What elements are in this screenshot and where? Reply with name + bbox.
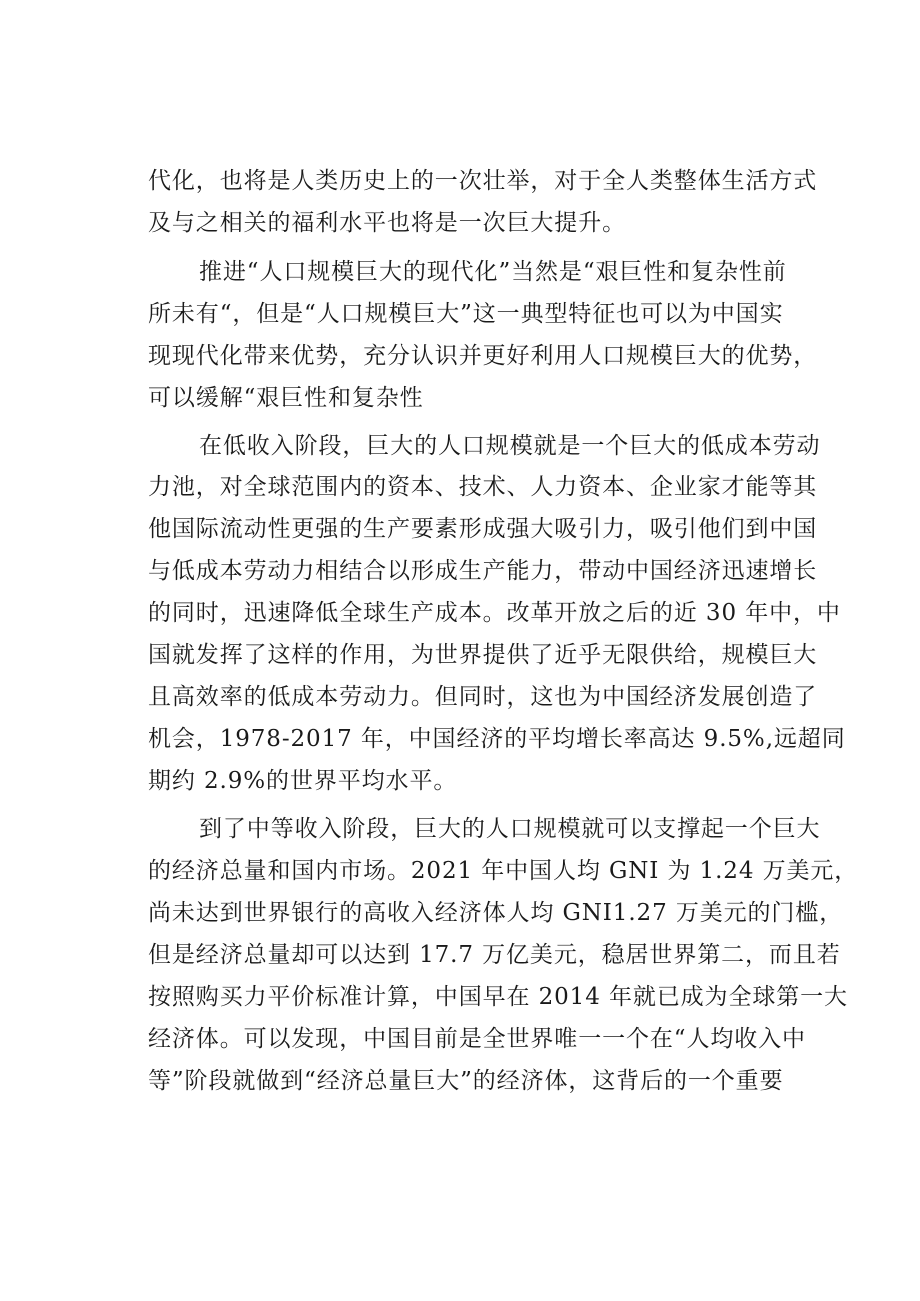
text-line: 力池，对全球范围内的资本、技术、人力资本、企业家才能等其 (148, 474, 818, 500)
text-line: 推进“人口规模巨大的现代化”当然是“艰巨性和复杂性前 (199, 259, 787, 285)
text-line: 机会，1978-2017 年，中国经济的平均增长率高达 9.5%,远超同 (148, 726, 846, 752)
text-line: 等”阶段就做到“经济总量巨大”的经济体，这背后的一个重要 (148, 1068, 784, 1094)
text-line: 的同时，迅速降低全球生产成本。改革开放之后的近 30 年中，中 (148, 600, 841, 626)
text-line: 尚未达到世界银行的高收入经济体人均 GNI1.27 万美元的门槛， (148, 900, 844, 926)
text-line: 与低成本劳动力相结合以形成生产能力，带动中国经济迅速增长 (148, 558, 818, 584)
text-line: 及与之相关的福利水平也将是一次巨大提升。 (148, 210, 626, 236)
text-line: 且高效率的低成本劳动力。但同时，这也为中国经济发展创造了 (148, 684, 818, 710)
text-line: 现现代化带来优势，充分认识并更好利用人口规模巨大的优势， (148, 343, 818, 369)
text-line: 期约 2.9%的世界平均水平。 (148, 768, 458, 794)
text-line: 在低收入阶段，巨大的人口规模就是一个巨大的低成本劳动 (199, 433, 821, 459)
text-line: 国就发挥了这样的作用，为世界提供了近乎无限供给，规模巨大 (148, 642, 818, 668)
text-line: 经济体。可以发现，中国目前是全世界唯一一个在“人均收入中 (148, 1026, 806, 1052)
text-line: 可以缓解“艰巨性和复杂性 (148, 385, 424, 411)
text-line: 的经济总量和国内市场。2021 年中国人均 GNI 为 1.24 万美元， (148, 858, 859, 884)
text-line: 他国际流动性更强的生产要素形成强大吸引力，吸引他们到中国 (148, 516, 818, 542)
text-line: 但是经济总量却可以达到 17.7 万亿美元，稳居世界第二，而且若 (148, 942, 841, 968)
text-line: 所未有“，但是“人口规模巨大”这一典型特征也可以为中国实 (148, 301, 784, 327)
text-line: 到了中等收入阶段，巨大的人口规模就可以支撑起一个巨大 (199, 816, 821, 842)
text-line: 代化，也将是人类历史上的一次壮举，对于全人类整体生活方式 (148, 168, 818, 194)
text-line: 按照购买力平价标准计算，中国早在 2014 年就已成为全球第一大 (148, 984, 848, 1010)
